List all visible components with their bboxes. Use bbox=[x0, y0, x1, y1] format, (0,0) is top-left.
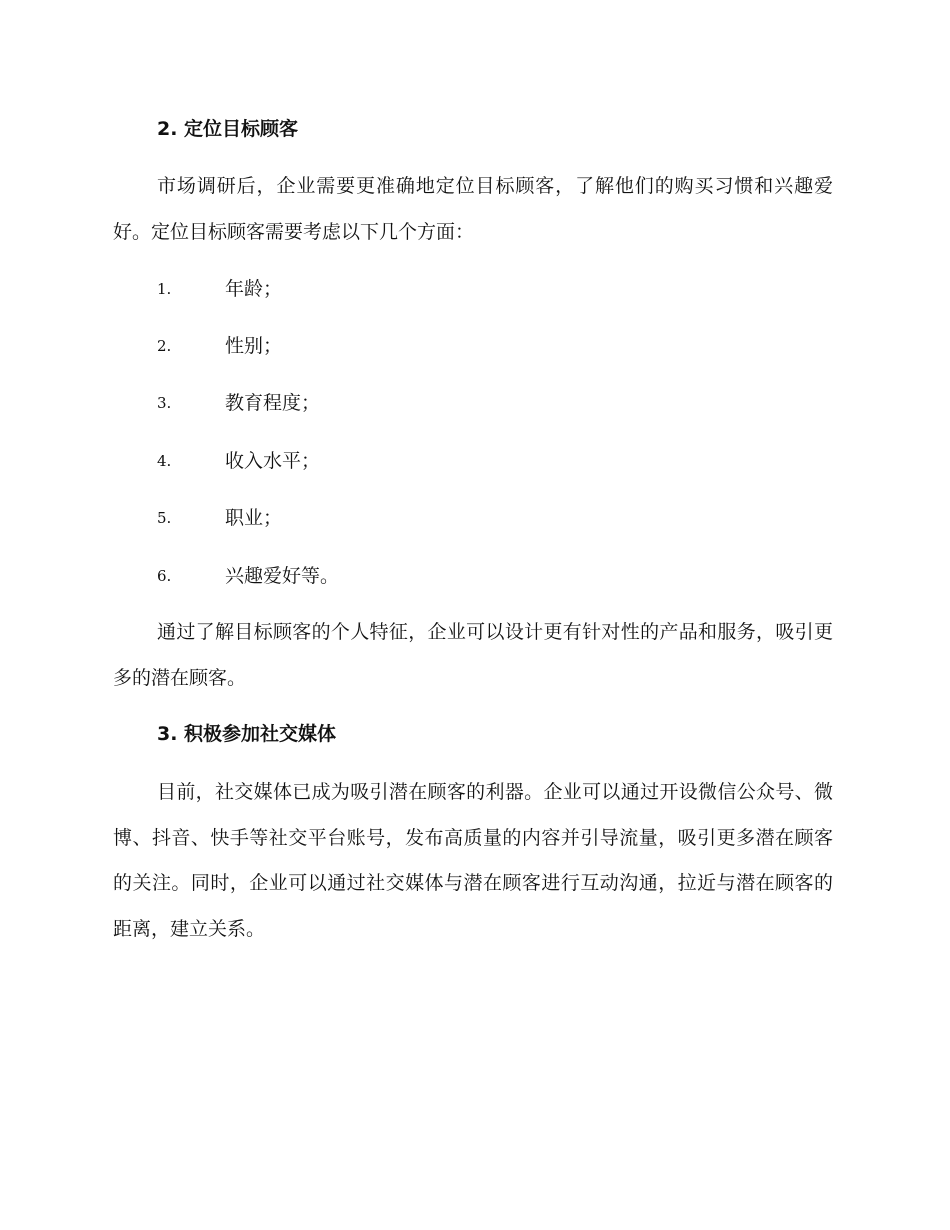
list-item-number: 5. bbox=[157, 509, 172, 527]
list-item-text: 年龄； bbox=[225, 278, 283, 300]
list-item-text: 教育程度； bbox=[225, 392, 321, 414]
list-item-text: 收入水平； bbox=[225, 450, 321, 472]
list-item-text: 性别； bbox=[225, 335, 283, 357]
section-3-heading: 3. 积极参加社交媒体 bbox=[157, 723, 337, 745]
section-3-body-paragraph: 目前，社交媒体已成为吸引潜在顾客的利器。企业可以通过开设微信公众号、微博、抖音、快手等社交平台账号，发布高质量的内容并引导流量，吸引更多潜在顾客的关注。同时，企业可以通过社交媒体与潜在顾客进行互动沟通，拉近与潜在顾客的距离，建立关系。 bbox=[113, 781, 833, 940]
list-item-text: 兴趣爱好等。 bbox=[225, 565, 340, 587]
list-item-number: 4. bbox=[157, 452, 172, 470]
list-item-number: 3. bbox=[157, 394, 172, 412]
list-item-number: 6. bbox=[157, 567, 172, 585]
list-item-number: 2. bbox=[157, 337, 172, 355]
section-2-conclusion-paragraph: 通过了解目标顾客的个人特征，企业可以设计更有针对性的产品和服务，吸引更多的潜在顾客。 bbox=[113, 621, 833, 689]
list-item-number: 1. bbox=[157, 280, 172, 298]
list-item-text: 职业； bbox=[225, 507, 283, 529]
section-2-intro-paragraph: 市场调研后，企业需要更准确地定位目标顾客，了解他们的购买习惯和兴趣爱好。定位目标顾客需要考虑以下几个方面： bbox=[113, 175, 833, 243]
section-2-heading: 2. 定位目标顾客 bbox=[157, 118, 299, 140]
